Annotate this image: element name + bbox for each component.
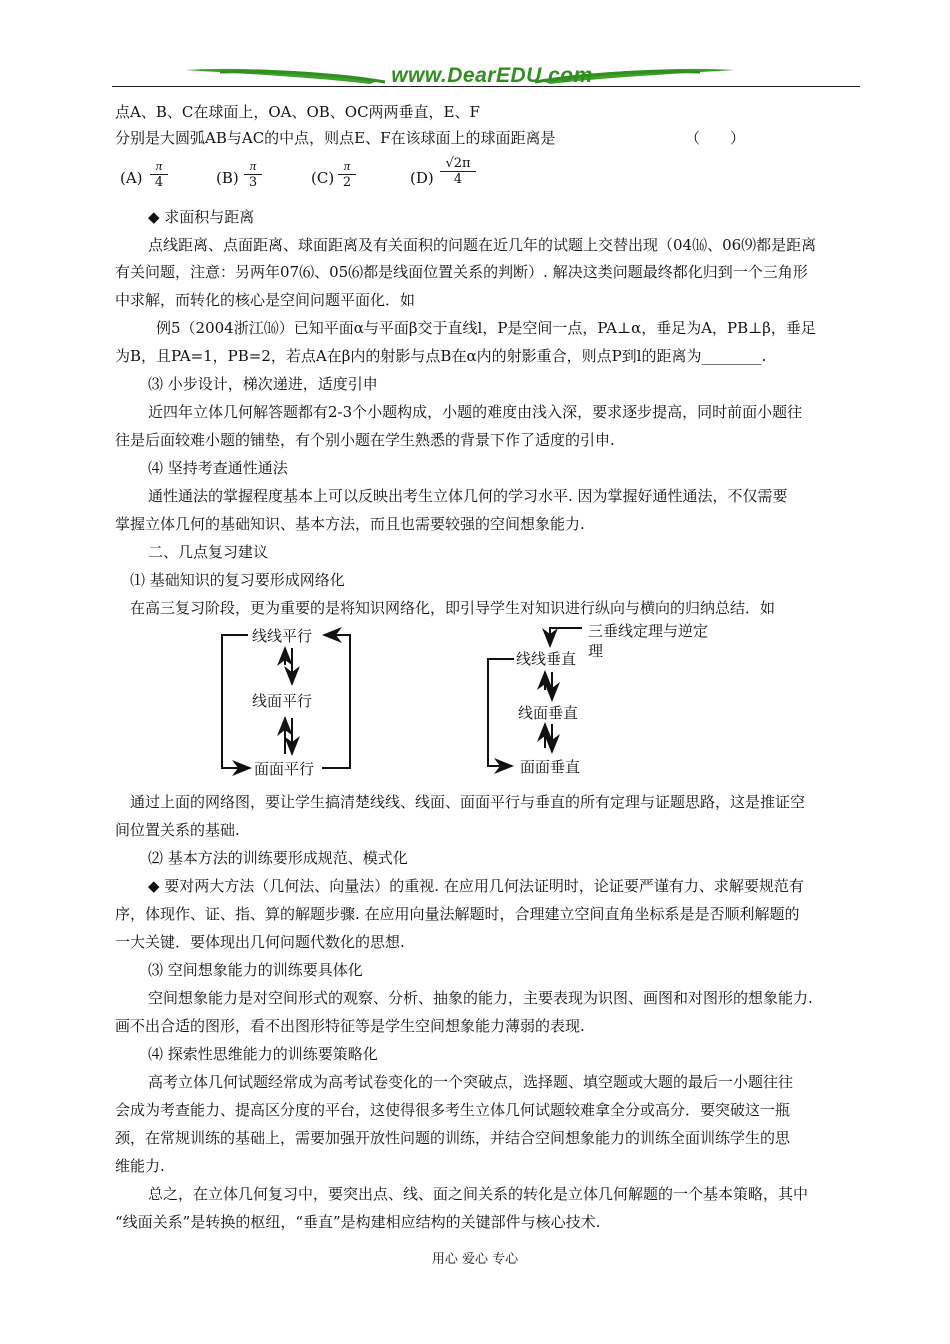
page-footer: 用心 爱心 专心 xyxy=(431,1252,519,1267)
section-area-p2: 有关问题，注意：另两年07⑹、05⑹都是线面位置关系的判断）. 解决这类问题最终都化归到一个三角形 xyxy=(115,263,808,281)
option-a-label: (A) xyxy=(120,169,143,187)
sec3-heading: ⑶ 小步设计，梯次递进，适度引申 xyxy=(148,375,378,393)
diagram-three-perpendicular-note: 三垂线定理与逆定 xyxy=(588,622,709,640)
s4-p1: 高考立体几何试题经常成为高考试卷变化的一个突破点，选择题、填空题或大题的最后一小题往往 xyxy=(148,1073,794,1091)
diagram-line-plane-parallel: 线面平行 xyxy=(252,692,313,710)
s2-heading: ⑵ 基本方法的训练要形成规范、模式化 xyxy=(148,849,408,867)
diagram-line-plane-perpendicular: 线面垂直 xyxy=(518,704,579,722)
s4-p3: 颈，在常规训练的基础上，需要加强开放性问题的训练，并结合空间想象能力的训练全面训练学生的思 xyxy=(115,1129,791,1147)
part2-heading: 二、几点复习建议 xyxy=(148,543,269,561)
option-b-label: (B) xyxy=(216,169,239,187)
diagram-line-line-parallel: 线线平行 xyxy=(252,627,313,645)
example5-line-2: 为B，且PA=1，PB=2，若点A在β内的射影与点B在α内的射影重合，则点P到l的距离为________. xyxy=(115,347,767,365)
option-c-label: (C) xyxy=(311,169,335,187)
s3-heading: ⑶ 空间想象能力的训练要具体化 xyxy=(148,961,363,979)
part2-s1-paragraph: 在高三复习阶段，更为重要的是将知识网络化，即引导学生对知识进行纵向与横向的归纳总结．如 xyxy=(130,599,776,617)
option-d-den: 4 xyxy=(453,172,463,187)
summary-p2: “线面关系”是转换的枢纽，“垂直”是构建相应结构的关键部件与核心技术. xyxy=(115,1213,601,1231)
section-area-p1: 点线距离、点面距离、球面距离及有关面积的问题在近几年的试题上交替出现（04⒃、06⑼都是距离 xyxy=(148,236,817,254)
part2-s1-heading: ⑴ 基础知识的复习要形成网络化 xyxy=(130,571,345,589)
s3-p1: 空间想象能力是对空间形式的观察、分析、抽象的能力，主要表现为识图、画图和对图形的想象能力. xyxy=(148,989,813,1007)
s2-p2: 序，体现作、证、指、算的解题步骤. 在应用向量法解题时，合理建立空间直角坐标系是是否顺利解题的 xyxy=(115,905,800,923)
diagram-line-line-perpendicular: 线线垂直 xyxy=(516,650,577,668)
s4-p4: 维能力. xyxy=(115,1157,165,1175)
section-area-heading: ◆ 求面积与距离 xyxy=(148,208,255,226)
option-a-den: 4 xyxy=(154,175,164,190)
option-d-num: √2π xyxy=(440,156,476,172)
section-area-p3: 中求解，而转化的核心是空间问题平面化．如 xyxy=(115,291,416,309)
s2-p1: ◆ 要对两大方法（几何法、向量法）的重视. 在应用几何法证明时，论证要严谨有力、求解要规范有 xyxy=(148,877,804,895)
summary-p1: 总之，在立体几何复习中，要突出点、线、面之间关系的转化是立体几何解题的一个基本策略，其中 xyxy=(148,1185,809,1203)
diagram-plane-plane-parallel: 面面平行 xyxy=(254,760,315,778)
answer-paren: （ ） xyxy=(685,129,746,147)
problem-line-1: 点A、B、C在球面上，OA、OB、OC两两垂直，E、F xyxy=(115,103,480,121)
site-logo-text[interactable]: www.DearEDU.com xyxy=(391,64,593,87)
option-c-den: 2 xyxy=(342,175,352,190)
problem-line-2: 分别是大圆弧AB与AC的中点，则点E、F在该球面上的球面距离是 xyxy=(115,129,556,147)
s3-p2: 画不出合适的图形，看不出图形特征等是学生空间想象能力薄弱的表现. xyxy=(115,1017,585,1035)
sec4-p1: 通性通法的掌握程度基本上可以反映出考生立体几何的学习水平. 因为掌握好通性通法，不仅需要 xyxy=(148,487,788,505)
sec3-p2: 往是后面较难小题的铺垫，有个别小题在学生熟悉的背景下作了适度的引申. xyxy=(115,431,615,449)
after-diagram-p2: 间位置关系的基础. xyxy=(115,821,240,839)
diagram-three-perpendicular-note-2: 理 xyxy=(588,642,604,660)
sec3-p1: 近四年立体几何解答题都有2-3个小题构成，小题的难度由浅入深，要求逐步提高，同时前面小题往 xyxy=(148,403,803,421)
s2-p3: 一大关键．要体现出几何问题代数化的思想. xyxy=(115,933,405,951)
sec4-heading: ⑷ 坚持考查通性通法 xyxy=(148,459,288,477)
option-b-num: π xyxy=(244,158,262,175)
diagram-plane-plane-perpendicular: 面面垂直 xyxy=(520,758,581,776)
option-d-label: (D) xyxy=(410,169,434,187)
option-c-num: π xyxy=(338,158,356,175)
sec4-p2: 掌握立体几何的基础知识、基本方法，而且也需要较强的空间想象能力. xyxy=(115,515,585,533)
s4-p2: 会成为考查能力、提高区分度的平台，这使得很多考生立体几何试题较难拿全分或高分．要突破这一瓶 xyxy=(115,1101,791,1119)
after-diagram-p1: 通过上面的网络图，要让学生搞清楚线线、线面、面面平行与垂直的所有定理与证题思路，这是推证空 xyxy=(130,793,806,811)
example5-line-1: 例5（2004浙江⒃）已知平面α与平面β交于直线l，P是空间一点，PA⊥α，垂足为A，PB⊥β，垂足 xyxy=(156,319,816,337)
option-b-den: 3 xyxy=(248,175,258,190)
option-a-num: π xyxy=(150,158,168,175)
s4-heading: ⑷ 探索性思维能力的训练要策略化 xyxy=(148,1045,378,1063)
